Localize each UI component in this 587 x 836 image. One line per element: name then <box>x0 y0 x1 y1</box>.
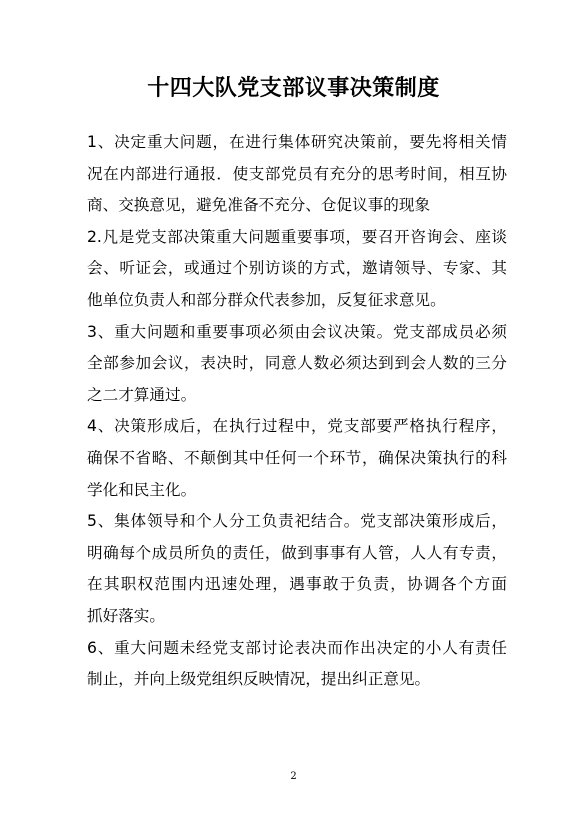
text-line: 全部参加会议，表决时，同意人数必须达到到会人数的三分 <box>87 354 507 373</box>
text-line: 抓好落实。 <box>87 606 165 625</box>
text-line: 学化和民主化。 <box>87 480 197 499</box>
text-line: 况在内部进行通报．使支部党员有充分的思考时间，相互协 <box>87 164 507 183</box>
text-line: 2.凡是党支部决策重大问题重要事项，要召开咨询会、座谈 <box>87 227 507 246</box>
text-line: 1、决定重大问题，在进行集体研究决策前，要先将相关情 <box>87 133 507 151</box>
page-title: 十四大队党支部议事决策制度 <box>147 75 440 101</box>
text-line: 会、听证会，或通过个别访谈的方式，邀请领导、专家、其 <box>87 259 507 278</box>
text-line: 3、重大问题和重要事项必须由会议决策。党支部成员必须 <box>87 322 507 341</box>
text-line: 5、集体领导和个人分工负责祀结合。党支部决策形成后， <box>87 512 507 531</box>
text-line: 4、决策形成后，在执行过程中，党支部要严格执行程序， <box>87 417 507 436</box>
page-number: 2 <box>290 771 297 782</box>
text-line: 确保不省略、不颠倒其中任何一个环节，确保决策执行的科 <box>87 448 507 467</box>
text-line: 制止，并向上级党组织反映情况，提出纠正意见。 <box>87 670 431 689</box>
text-line: 他单位负责人和部分群众代表参加，反复征求意见。 <box>87 290 446 309</box>
text-line: 明确每个成员所负的责任，做到事事有人管，人人有专责， <box>87 543 507 562</box>
text-line: 在其职权范围内迅速处理，遇事敢于负责，协调各个方面 <box>87 575 507 594</box>
document-body <box>87 127 507 696</box>
text-line: 之二才算通过。 <box>87 385 197 404</box>
text-line: 6、重大问题未经党支部讨论表决而作出决定的小人有责任 <box>87 638 507 657</box>
text-line: 商、交换意见，避免准备不充分、仓促议事的现象 <box>87 196 431 215</box>
